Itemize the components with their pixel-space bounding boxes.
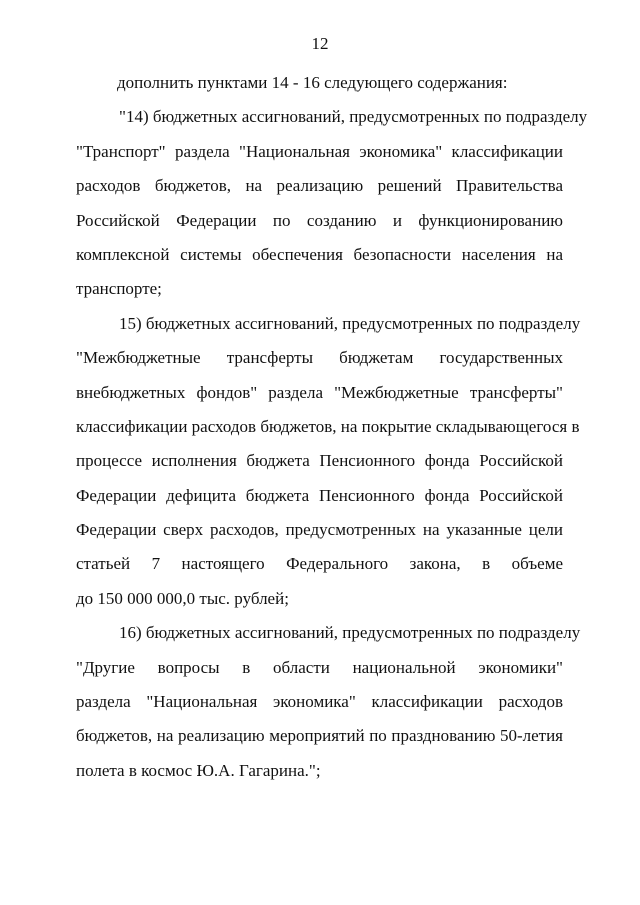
text-line: до 150 000 000,0 тыс. рублей;	[76, 588, 289, 608]
paragraph-item-16	[76, 616, 581, 788]
text-line: "14) бюджетных ассигнований, предусмотренных по подразделу	[119, 107, 588, 127]
text-line: классификации расходов бюджетов, на покрытие складывающегося в	[76, 416, 580, 436]
text-line: 16) бюджетных ассигнований, предусмотренных по подразделу	[119, 623, 581, 643]
text-line: "Другие вопросы в области национальной экономики"	[76, 657, 563, 677]
text-line: 15) бюджетных ассигнований, предусмотренных по подразделу	[119, 313, 581, 333]
text-line: процессе исполнения бюджета Пенсионного фонда Российской	[76, 451, 563, 471]
paragraph-item-14	[76, 100, 588, 306]
text-line: бюджетов, на реализацию мероприятий по празднованию 50-летия	[76, 726, 563, 746]
text-line: Федерации сверх расходов, предусмотренных на указанные цели	[76, 520, 563, 540]
paragraph-item-15	[76, 307, 581, 617]
text-line: расходов бюджетов, на реализацию решений Правительства	[76, 176, 563, 196]
text-line: раздела "Национальная экономика" классификации расходов	[76, 692, 563, 712]
document-body	[76, 66, 588, 788]
text-line: статьей 7 настоящего Федерального закона, в объеме	[76, 554, 563, 574]
intro-paragraph	[76, 66, 563, 100]
text-line: транспорте;	[76, 279, 162, 299]
text-line: "Межбюджетные трансферты бюджетам государственных	[76, 348, 563, 368]
page-number: 12	[311, 34, 329, 53]
text-line: Российской Федерации по созданию и функционированию	[76, 210, 563, 230]
text-line: Федерации дефицита бюджета Пенсионного фонда Российской	[76, 485, 563, 505]
text-line: полета в космос Ю.А. Гагарина.";	[76, 760, 321, 780]
text-line: комплексной системы обеспечения безопасности населения на	[76, 244, 563, 264]
text-line: дополнить пунктами 14 - 16 следующего содержания:	[117, 73, 508, 92]
text-line: "Транспорт" раздела "Национальная экономика" классификации	[76, 141, 563, 161]
text-line: внебюджетных фондов" раздела "Межбюджетные трансферты"	[76, 382, 563, 402]
